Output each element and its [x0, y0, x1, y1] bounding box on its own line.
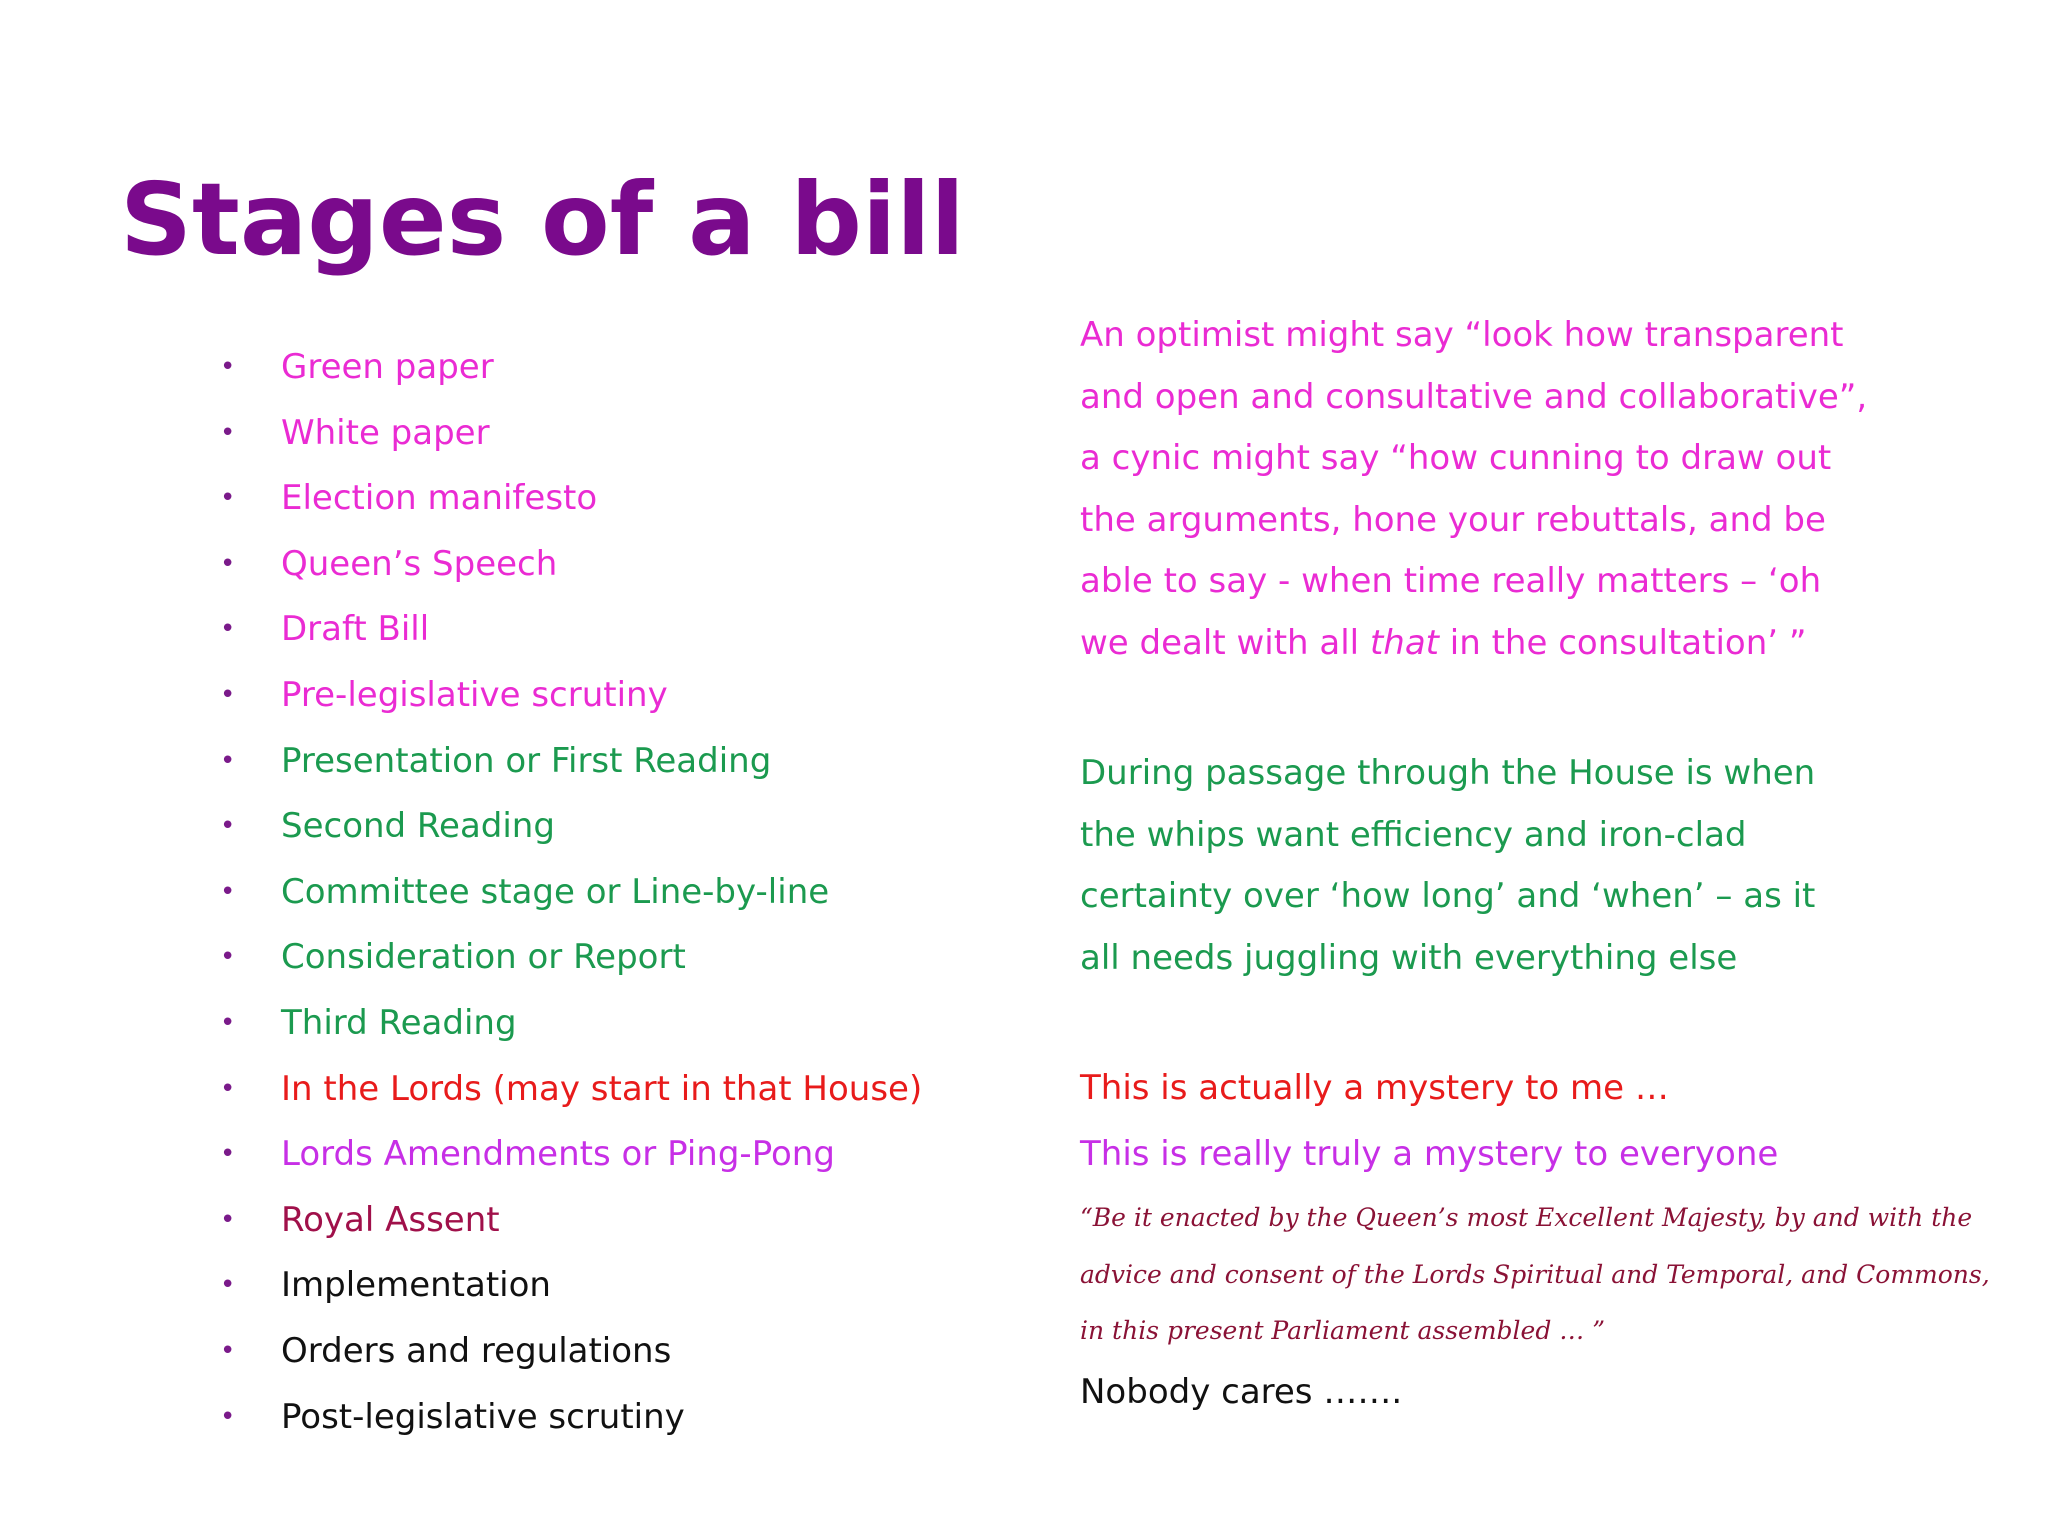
stage-label: Green paper	[281, 347, 494, 387]
bullet-icon: •	[220, 745, 236, 776]
list-item	[210, 663, 1030, 729]
bullet-icon: •	[220, 1007, 236, 1038]
paragraph-line: An optimist might say “look how transparent	[1080, 315, 1844, 355]
text-run: in the consultation’ ”	[1438, 622, 1807, 663]
stage-label: Lords Amendments or Ping-Pong	[281, 1134, 835, 1175]
bullet-icon: •	[220, 614, 236, 645]
stage-label: Post-legislative scrutiny	[281, 1396, 685, 1437]
list-item	[210, 335, 1030, 401]
paragraph-line: all needs juggling with everything else	[1080, 937, 1738, 978]
stage-label: Presentation or First Reading	[281, 740, 772, 781]
paragraph-line	[1080, 613, 2000, 675]
quote-line: “Be it enacted by the Queen’s most Excellent Majesty, by and with the	[1080, 1203, 1973, 1232]
bullet-icon: •	[220, 1204, 236, 1235]
stage-label: Implementation	[281, 1265, 551, 1306]
list-item	[210, 532, 1030, 598]
list-item	[210, 597, 1030, 663]
list-item	[210, 925, 1030, 991]
stages-list	[210, 335, 1030, 1450]
paragraph-line: the whips want efficiency and iron-clad	[1080, 814, 1747, 855]
list-item	[210, 794, 1030, 860]
paragraph-line: and open and consultative and collaborative”,	[1080, 376, 1868, 417]
list-item	[210, 1122, 1030, 1188]
stage-label: Committee stage or Line-by-line	[281, 871, 830, 912]
list-item	[210, 1188, 1030, 1254]
stage-label: Draft Bill	[281, 609, 430, 650]
list-item	[210, 729, 1030, 795]
bullet-icon: •	[220, 1335, 236, 1366]
bullet-icon: •	[220, 942, 236, 973]
bullet-icon: •	[220, 1270, 236, 1301]
stage-label: Consideration or Report	[281, 937, 686, 978]
bullet-icon: •	[220, 876, 236, 907]
bullet-icon: •	[220, 1073, 236, 1104]
bullet-icon: •	[220, 1139, 236, 1170]
paragraph-line: During passage through the House is when	[1080, 753, 1816, 793]
list-item	[210, 1319, 1030, 1385]
quote-line: in this present Parliament assembled … ”	[1080, 1316, 1606, 1345]
stage-label: Royal Assent	[281, 1199, 500, 1240]
bullet-icon: •	[220, 352, 236, 382]
bullet-icon: •	[220, 417, 236, 448]
list-item	[210, 1253, 1030, 1319]
enacting-formula-quote	[1080, 1190, 2000, 1360]
stage-label: Orders and regulations	[281, 1330, 672, 1371]
bullet-icon: •	[220, 811, 236, 842]
stage-label: Election manifesto	[281, 478, 598, 519]
bullet-icon: •	[220, 483, 236, 514]
bullet-icon: •	[220, 679, 236, 710]
list-item	[210, 860, 1030, 926]
list-item	[210, 1057, 1030, 1123]
bullet-icon: •	[220, 548, 236, 579]
stage-label: Second Reading	[281, 806, 555, 847]
stage-label: Pre-legislative scrutiny	[281, 674, 668, 715]
whips-paragraph	[1080, 743, 2000, 989]
paragraph-line: the arguments, hone your rebuttals, and be	[1080, 499, 1826, 540]
mystery-to-me-text: This is actually a mystery to me …	[1080, 1068, 1669, 1108]
paragraph-line: certainty over ‘how long’ and ‘when’ – as it	[1080, 876, 1816, 916]
stage-label: Third Reading	[281, 1002, 517, 1043]
list-item	[210, 401, 1030, 467]
paragraph-line: able to say - when time really matters – ‘oh	[1080, 561, 1822, 601]
stage-label: In the Lords (may start in that House)	[281, 1068, 923, 1109]
mystery-to-everyone-text: This is really truly a mystery to everyone	[1080, 1134, 1779, 1174]
quote-line: advice and consent of the Lords Spiritual and Temporal, and Commons,	[1080, 1259, 1990, 1289]
list-item	[210, 466, 1030, 532]
text-run: we dealt with all	[1080, 622, 1370, 663]
emphasized-word: that	[1369, 622, 1439, 663]
stage-label: White paper	[281, 412, 490, 453]
optimist-paragraph	[1080, 305, 2000, 674]
stage-label: Queen’s Speech	[281, 543, 558, 584]
bullet-icon: •	[220, 1401, 236, 1432]
paragraph-line: a cynic might say “how cunning to draw out	[1080, 438, 1832, 478]
nobody-cares-text: Nobody cares …….	[1080, 1372, 1403, 1412]
list-item	[210, 1385, 1030, 1451]
page-title: Stages of a bill	[120, 161, 965, 278]
list-item	[210, 991, 1030, 1057]
